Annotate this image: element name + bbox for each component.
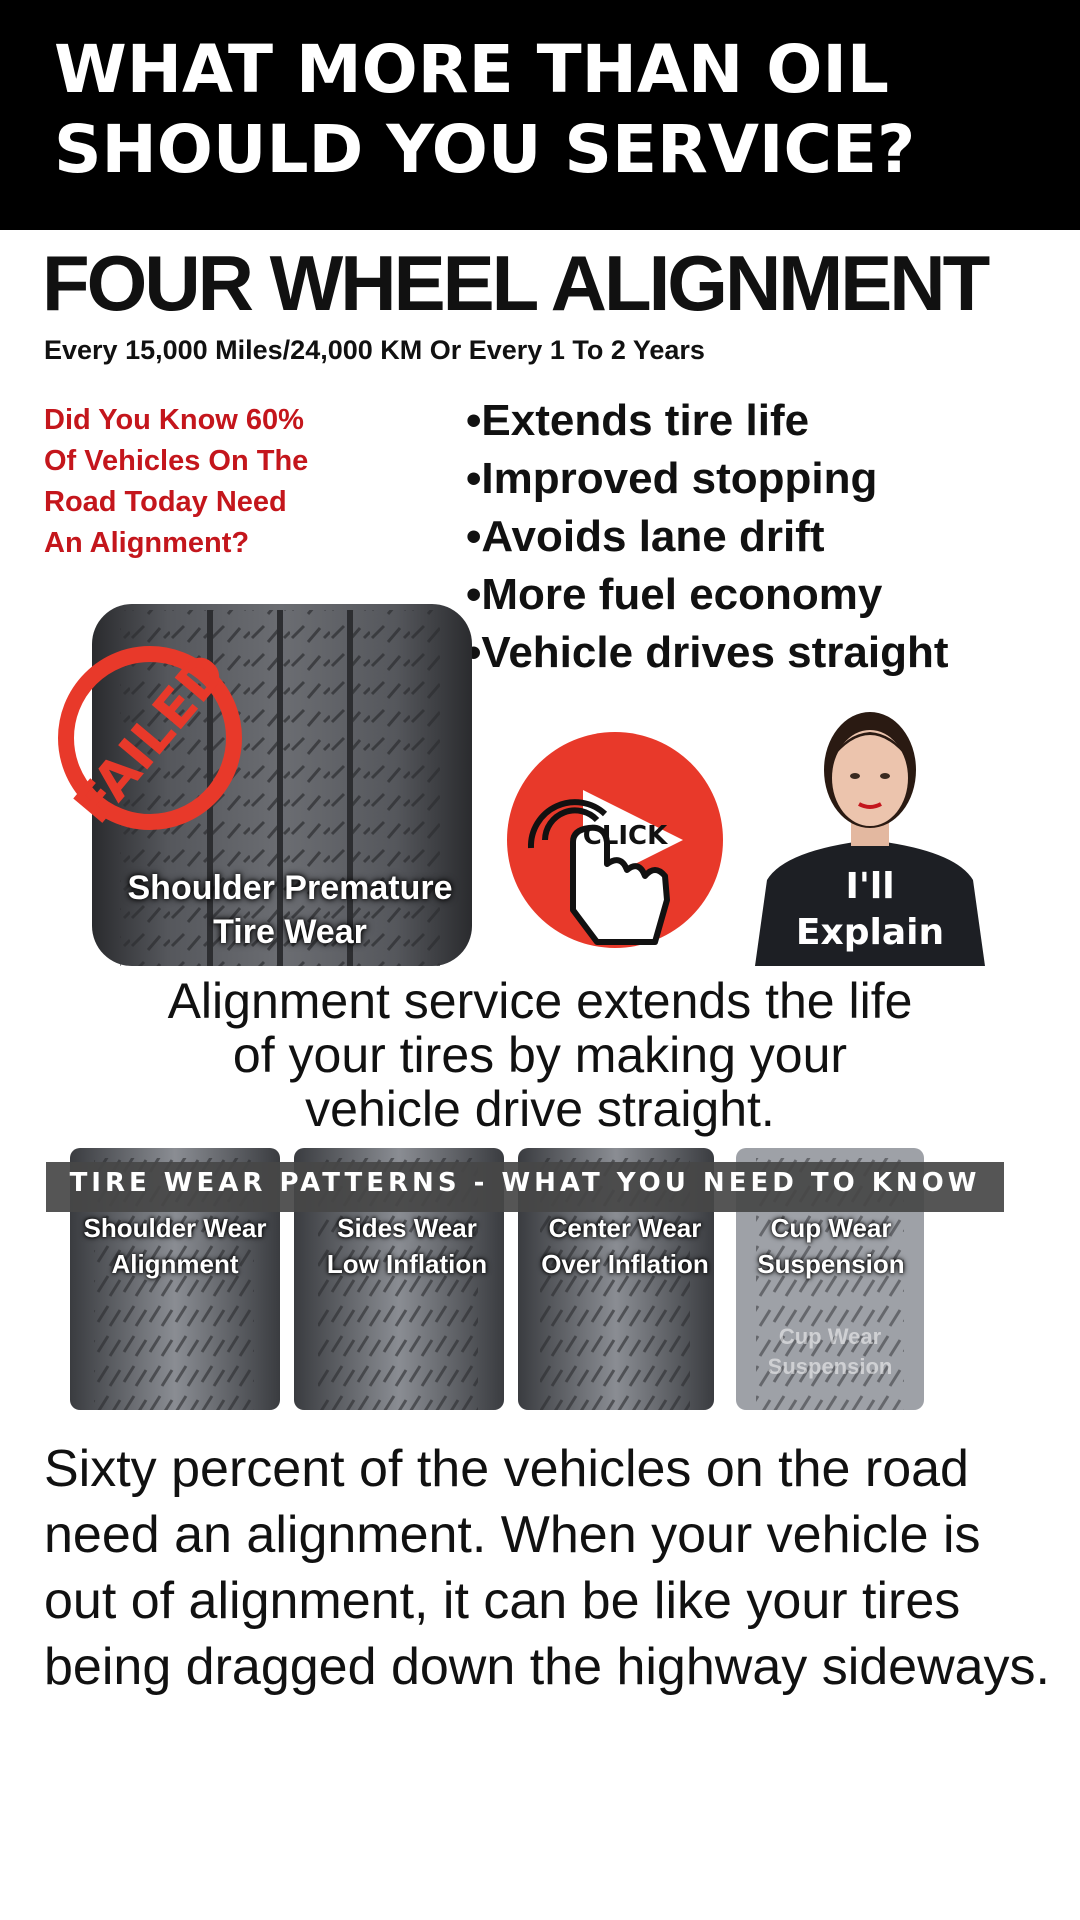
presenter-caption: I'll Explain	[795, 866, 945, 953]
wear-ghost-label: Cup Wear Suspension	[767, 1324, 893, 1379]
benefit-item: • Avoids lane drift	[466, 508, 1066, 566]
benefit-item: • More fuel economy	[466, 566, 1066, 624]
svg-text:CLICK: CLICK	[582, 821, 668, 851]
benefit-item: • Vehicle drives straight	[466, 624, 1066, 682]
wear-banner-title: TIRE WEAR PATTERNS - WHAT YOU NEED TO KNOW	[69, 1168, 981, 1198]
service-interval: Every 15,000 Miles/24,000 KM Or Every 1 To 2 Years	[44, 335, 705, 365]
body-paragraph: Sixty percent of the vehicles on the road need an alignment. When your vehicle is out of alignment, it can be like your tires being dragged down the highway sideways.	[44, 1440, 1051, 1696]
page-title: WHAT MORE THAN OIL SHOULD YOU SERVICE?	[54, 31, 916, 188]
play-video-button[interactable]	[505, 730, 725, 950]
benefit-item: • Extends tire life	[466, 392, 1066, 450]
wear-label-sides: Sides Wear Low Inflation	[326, 1213, 488, 1279]
did-you-know-callout: Did You Know 60% Of Vehicles On The Road Today Need An Alignment?	[44, 404, 309, 559]
benefits-list	[466, 392, 1066, 682]
svg-text:FAILED: FAILED	[63, 642, 239, 835]
tagline: Alignment service extends the life of your tires by making your vehicle drive straight.	[167, 973, 913, 1137]
wear-label-cup: Cup Wear Suspension	[757, 1213, 905, 1279]
wear-label-center: Center Wear Over Inflation	[541, 1213, 709, 1279]
benefit-item: • Improved stopping	[466, 450, 1066, 508]
wear-label-shoulder: Shoulder Wear Alignment	[83, 1213, 267, 1279]
tire-caption: Shoulder Premature Tire Wear	[127, 869, 453, 951]
section-title: FOUR WHEEL ALIGNMENT	[42, 239, 988, 327]
